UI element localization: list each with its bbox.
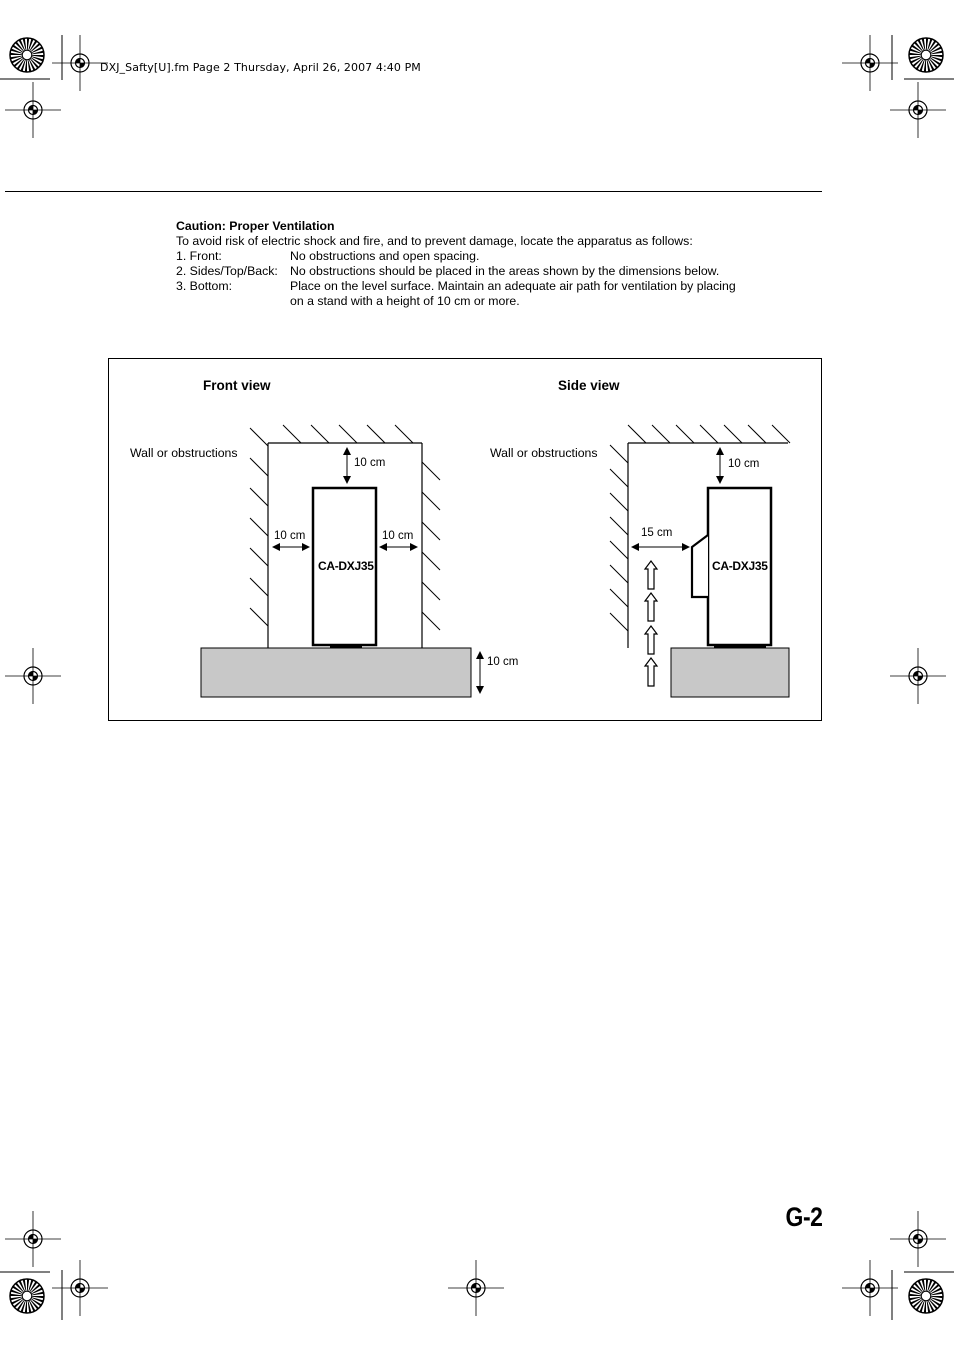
caution-item-text: on a stand with a height of 10 cm or more. [290,294,520,308]
airflow-arrows [645,561,657,686]
side-view-title: Side view [558,378,620,393]
front-model-label: CA-DXJ35 [318,559,374,573]
caution-item-text: No obstructions and open spacing. [290,249,480,263]
caution-intro: To avoid risk of electric shock and fire, and to prevent damage, locate the apparatus as follows: [176,234,693,248]
caution-item-key: 1. Front: [176,249,222,263]
side-top-clearance-label: 10 cm [728,458,760,470]
side-back-clearance-label: 15 cm [641,527,673,539]
caution-item-key: 3. Bottom: [176,279,233,293]
side-model-label: CA-DXJ35 [712,559,768,573]
front-view-title: Front view [203,378,271,393]
front-stand [201,648,471,697]
front-left-clearance-label: 10 cm [274,530,306,542]
side-stand [671,648,789,697]
side-wall-label: Wall or obstructions [490,446,598,460]
front-top-clearance-label: 10 cm [354,457,386,469]
side-speaker-rear-port [692,535,708,597]
page-number: G-2 [786,1202,823,1232]
front-bottom-clearance-label: 10 cm [487,656,519,668]
front-right-clearance-label: 10 cm [382,530,414,542]
front-wall-label: Wall or obstructions [130,446,238,460]
caution-item-text: Place on the level surface. Maintain an adequate air path for ventilation by placing [290,279,736,293]
caution-title: Caution: Proper Ventilation [176,219,335,233]
print-header: DXJ_Safty[U].fm Page 2 Thursday, April 26, 2007 4:40 PM [100,61,421,74]
caution-item-key: 2. Sides/Top/Back: [176,264,278,278]
caution-item-text: No obstructions should be placed in the areas shown by the dimensions below. [290,264,720,278]
